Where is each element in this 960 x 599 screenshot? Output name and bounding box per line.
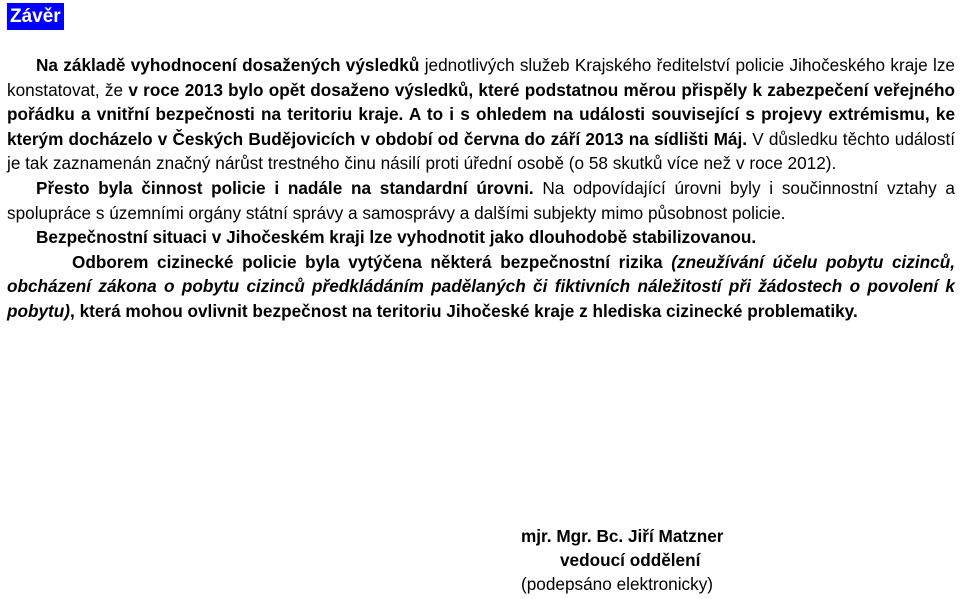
paragraph-results	[7, 53, 955, 176]
text-span: Na základě vyhodnocení dosažených výsledků	[36, 55, 420, 75]
signatory-role: vedoucí oddělení	[560, 550, 701, 570]
signature-note: (podepsáno elektronicky)	[521, 574, 714, 594]
text-span: Přesto byla činnost policie i nadále na standardní úrovni.	[36, 177, 534, 198]
paragraph-security-situation	[7, 225, 955, 250]
signatory-name: mjr. Mgr. Bc. Jiří Matzner	[521, 526, 724, 546]
section-heading: Závěr	[7, 3, 64, 30]
text-span: V důsledku těchto událostí je tak zaznamenán značný nárůst trestného činu násilí proti úřední osobě (o 58 skutků více než v roce 2012).	[7, 128, 955, 174]
paragraph-foreign-police	[7, 250, 955, 324]
text-span: Bezpečnostní situaci v Jihočeském kraji lze vyhodnotit jako dlouhodobě stabilizovanou.	[36, 227, 757, 248]
document-body	[7, 53, 955, 324]
paragraph-police-activity	[7, 176, 955, 225]
text-span: Odborem cizinecké policie byla vytýčena některá bezpečnostní rizika	[72, 251, 672, 272]
text-span: , která mohou ovlivnit bezpečnost na teritoriu Jihočeské kraje z hlediska cizinecké problematiky.	[70, 300, 858, 321]
signature-block	[505, 524, 765, 596]
text-span: jednotlivých služeb Krajského ředitelství policie Jihočeského kraje lze konstatovat, že	[7, 55, 955, 100]
text-span: (zneužívání účelu pobytu cizinců, obcházení zákona o pobytu cizinců předkládáním padělaných či fiktivních náležitostí při žádostech o povolení k pobytu)	[7, 251, 955, 321]
text-span: Na odpovídající úrovni byly i součinnostní vztahy a spolupráce s územními orgány státní správy a samosprávy a dalšími subjekty mimo působnost policie.	[7, 177, 955, 223]
text-span: v roce 2013 bylo opět dosaženo výsledků, které podstatnou měrou přispěly k zabezpečení veřejného pořádku a vnitřní bezpečnosti na teritoriu kraje. A to i s ohledem na události související s projevy extrémismu, ke kterým docházelo v Českých Budějovicích v období od června do září 2013 na sídlišti Máj.	[7, 79, 955, 149]
